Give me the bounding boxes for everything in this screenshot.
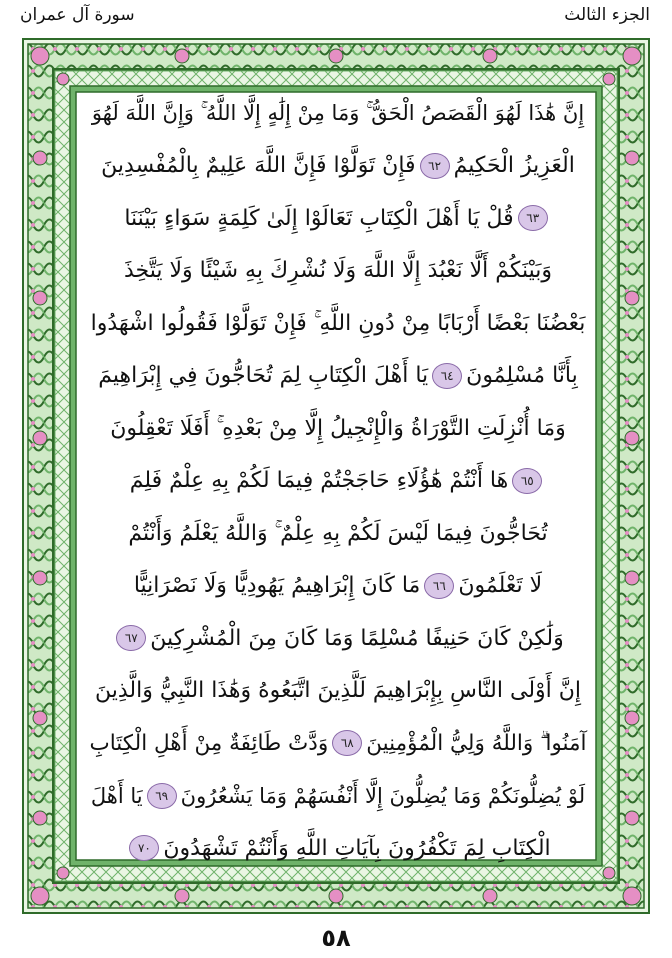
verse-text: وَمَا أُنْزِلَتِ التَّوْرَاةُ وَالْإِنْجِيلُ إِلَّا مِنْ بَعْدِهِ ۚ أَفَلَا تَعْقِلُونَ — [110, 415, 566, 441]
verse-text: وَدَّتْ طَائِفَةٌ مِنْ أَهْلِ الْكِتَابِ — [89, 730, 329, 756]
verse-line — [88, 823, 588, 873]
verse-line — [88, 88, 588, 138]
verse-text: لَوْ يُضِلُّونَكُمْ وَمَا يُضِلُّونَ إِلَّا أَنْفُسَهُمْ وَمَا يَشْعُرُونَ — [180, 783, 586, 808]
verse-line — [88, 193, 588, 243]
ayah-number-marker: ٦٩ — [147, 783, 177, 809]
verse-text: إِنَّ أَوْلَى النَّاسِ بِإِبْرَاهِيمَ لَلَّذِينَ اتَّبَعُوهُ وَهَٰذَا النَّبِيُّ وَالَّذِينَ — [94, 678, 582, 703]
verse-text: بِأَنَّا مُسْلِمُونَ — [466, 363, 578, 388]
verse-text: يَا أَهْلَ الْكِتَابِ لِمَ تُحَاجُّونَ فِي إِبْرَاهِيمَ — [98, 363, 429, 388]
verse-line — [88, 666, 588, 716]
verse-line — [88, 246, 588, 296]
verse-text: وَلَٰكِنْ كَانَ حَنِيفًا مُسْلِمًا وَمَا كَانَ مِنَ الْمُشْرِكِينَ — [150, 625, 564, 651]
ayah-number-marker: ٦٣ — [518, 205, 548, 231]
verse-text: بَعْضُنَا بَعْضًا أَرْبَابًا مِنْ دُونِ اللَّهِ ۚ فَإِنْ تَوَلَّوْا فَقُولُوا اشْهَدُوا — [90, 310, 586, 336]
verse-text: لَا تَعْلَمُونَ — [458, 573, 543, 598]
ayah-number-marker: ٦٧ — [116, 625, 146, 651]
verse-line — [88, 351, 588, 401]
ayah-number-marker: ٦٢ — [420, 153, 450, 179]
surah-title: سورة آل عمران — [20, 5, 135, 25]
quran-text-area — [88, 88, 588, 876]
verse-text: هَا أَنْتُمْ هَٰؤُلَاءِ حَاجَجْتُمْ فِيمَا لَكُمْ بِهِ عِلْمٌ فَلِمَ — [129, 468, 509, 493]
verse-text: قُلْ يَا أَهْلَ الْكِتَابِ تَعَالَوْا إِلَىٰ كَلِمَةٍ سَوَاءٍ بَيْنَنَا — [124, 205, 514, 231]
verse-line — [88, 456, 588, 506]
page-header — [0, 0, 672, 36]
verse-line — [88, 298, 588, 348]
ayah-number-marker: ٦٤ — [432, 363, 462, 389]
verse-text: وَبَيْنَكُمْ أَلَّا نَعْبُدَ إِلَّا اللَّهَ وَلَا نُشْرِكَ بِهِ شَيْئًا وَلَا يَتَّخِذَ — [123, 258, 553, 283]
ayah-number-marker: ٦٨ — [332, 730, 362, 756]
verse-text: الْكِتَابِ لِمَ تَكْفُرُونَ بِآيَاتِ اللَّهِ وَأَنْتُمْ تَشْهَدُونَ — [163, 835, 551, 861]
ayah-number-marker: ٦٥ — [512, 468, 542, 494]
verse-line — [88, 771, 588, 821]
ayah-number-marker: ٧٠ — [129, 835, 159, 861]
verse-text: يَا أَهْلَ — [90, 783, 143, 808]
verse-text: إِنَّ هَٰذَا لَهُوَ الْقَصَصُ الْحَقُّ ۚ وَمَا مِنْ إِلَٰهٍ إِلَّا اللَّهُ ۚ وَإِنَّ اللَّهَ لَهُوَ — [91, 100, 585, 125]
verse-text: مَا كَانَ إِبْرَاهِيمُ يَهُودِيًّا وَلَا نَصْرَانِيًّا — [133, 573, 421, 598]
verse-line — [88, 718, 588, 768]
verse-line — [88, 403, 588, 453]
verse-line — [88, 141, 588, 191]
page-number: ٥٨ — [321, 924, 351, 952]
verse-text: آمَنُوا ۗ وَاللَّهُ وَلِيُّ الْمُؤْمِنِينَ — [366, 730, 587, 756]
verse-text: الْعَزِيزُ الْحَكِيمُ — [453, 153, 575, 178]
verse-line — [88, 561, 588, 611]
juz-title: الجزء الثالث — [564, 5, 650, 25]
verse-text: تُحَاجُّونَ فِيمَا لَيْسَ لَكُمْ بِهِ عِلْمٌ ۚ وَاللَّهُ يَعْلَمُ وَأَنْتُمْ — [128, 520, 548, 546]
ayah-number-marker: ٦٦ — [424, 573, 454, 599]
verse-line — [88, 508, 588, 558]
verse-text: فَإِنْ تَوَلَّوْا فَإِنَّ اللَّهَ عَلِيمٌ بِالْمُفْسِدِينَ — [101, 153, 416, 178]
verse-line — [88, 613, 588, 663]
